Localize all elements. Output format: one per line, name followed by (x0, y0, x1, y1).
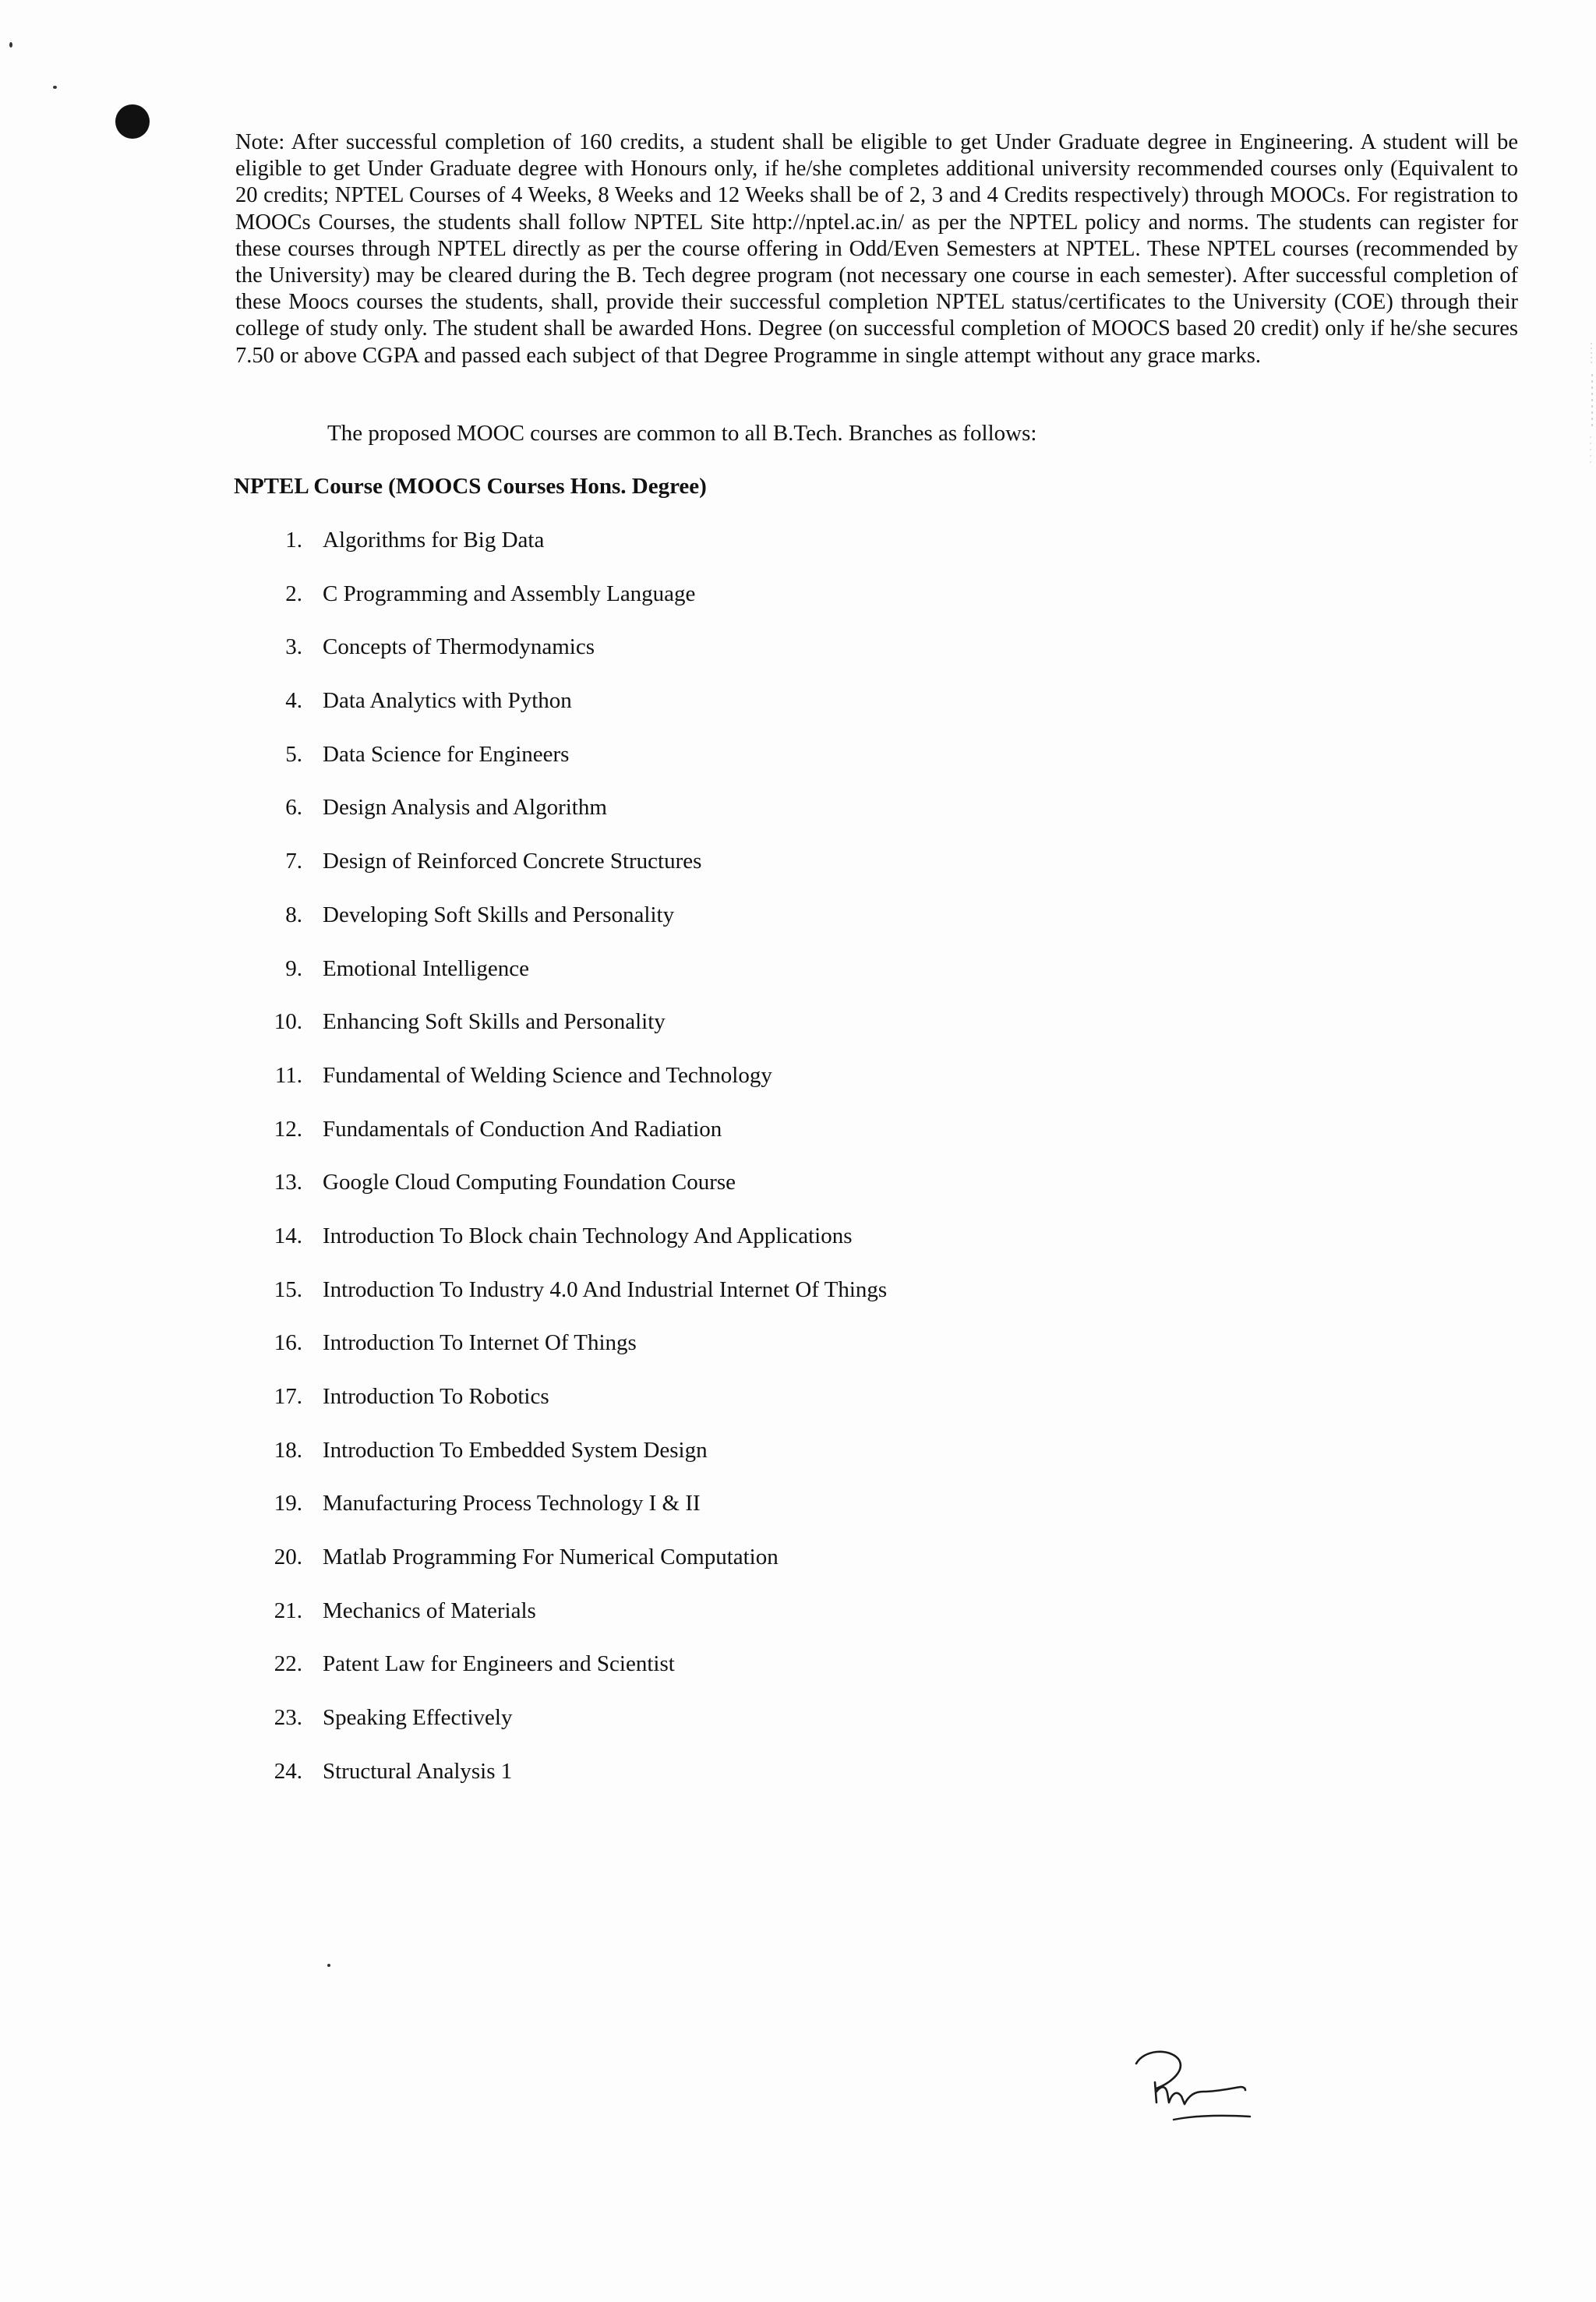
course-name: Introduction To Robotics (323, 1384, 549, 1409)
course-name: Design of Reinforced Concrete Structures (323, 849, 702, 874)
course-list-item (234, 521, 1169, 574)
course-number: 5. (285, 741, 302, 767)
course-number: 17. (274, 1384, 302, 1409)
course-list-item (234, 1323, 1169, 1377)
course-list (234, 521, 1169, 1806)
course-name: Introduction To Block chain Technology And Applications (323, 1223, 853, 1248)
scan-speck (53, 86, 57, 89)
course-number: 9. (285, 955, 302, 981)
punch-hole-mark (115, 104, 150, 139)
course-list-item (234, 842, 1169, 895)
course-name: Algorithms for Big Data (323, 528, 545, 553)
course-name: Google Cloud Computing Foundation Course (323, 1170, 736, 1195)
course-name: Enhancing Soft Skills and Personality (323, 1009, 666, 1035)
course-number: 7. (285, 849, 302, 874)
course-list-item (234, 574, 1169, 628)
scan-speck (9, 42, 12, 48)
course-number: 14. (274, 1223, 302, 1248)
course-name: Emotional Intelligence (323, 955, 529, 981)
course-name: Speaking Effectively (323, 1705, 513, 1731)
course-number: 3. (285, 634, 302, 660)
course-number: 18. (274, 1437, 302, 1463)
course-number: 24. (274, 1758, 302, 1784)
note-paragraph: Note: After successful completion of 160 credits, a student shall be eligible to get Under Graduate degree in Engineering. A student will be eligible to get Under Graduate degree with Honours only, if he/she completes additional university recommended courses only (Equivalent to 20 credits; NPTEL Courses of 4 Weeks, 8 Weeks and 12 Weeks shall be of 2, 3 and 4 Credits respectively) through MOOCs. For registration to MOOCs Courses, the students shall follow NPTEL Site http://nptel.ac.in/ as per the NPTEL policy and norms. The students can register for these courses through NPTEL directly as per the course offering in Odd/Even Semesters at NPTEL. These NPTEL courses (recommended by the University) may be cleared during the B. Tech degree program (not necessary one course in each semester). After successful completion of these Moocs courses the students, shall, provide their successful completion NPTEL status/certificates to the University (COE) through their college of study only. The student shall be awarded Hons. Degree (on successful completion of MOOCS based 20 credit) only if he/she secures 7.50 or above CGPA and passed each subject of that Degree Programme in single attempt without any grace marks. (235, 130, 1518, 368)
course-name: Fundamental of Welding Science and Technology (323, 1062, 772, 1088)
course-name: Introduction To Embedded System Design (323, 1437, 708, 1463)
course-number: 2. (285, 581, 302, 606)
course-list-item (234, 1484, 1169, 1538)
section-heading: NPTEL Course (MOOCS Courses Hons. Degree) (234, 474, 707, 499)
course-number: 8. (285, 902, 302, 927)
course-number: 19. (274, 1491, 302, 1516)
course-name: Matlab Programming For Numerical Computation (323, 1545, 779, 1570)
course-list-item (234, 1002, 1169, 1056)
course-number: 21. (274, 1598, 302, 1623)
course-number: 6. (285, 795, 302, 821)
course-list-item (234, 1538, 1169, 1591)
course-number: 22. (274, 1651, 302, 1677)
course-number: 11. (274, 1062, 302, 1088)
course-name: Structural Analysis 1 (323, 1758, 513, 1784)
course-list-item (234, 1377, 1169, 1431)
course-list-item (234, 1056, 1169, 1110)
course-list-item (234, 1163, 1169, 1216)
course-list-item (234, 1644, 1169, 1698)
course-number: 10. (274, 1009, 302, 1035)
course-number: 16. (274, 1330, 302, 1356)
course-name: Manufacturing Process Technology I & II (323, 1491, 701, 1516)
course-list-item (234, 1698, 1169, 1752)
handwritten-signature (1122, 2026, 1270, 2151)
course-list-item (234, 949, 1169, 1003)
intro-line: The proposed MOOC courses are common to all B.Tech. Branches as follows: (327, 421, 1037, 446)
course-name: Patent Law for Engineers and Scientist (323, 1651, 675, 1677)
course-name: C Programming and Assembly Language (323, 581, 696, 606)
course-list-item (234, 1752, 1169, 1806)
course-name: Developing Soft Skills and Personality (323, 902, 675, 927)
course-list-item (234, 627, 1169, 681)
scan-edge-marks (1588, 343, 1594, 468)
course-number: 12. (274, 1116, 302, 1142)
course-list-item (234, 1591, 1169, 1645)
course-list-item (234, 735, 1169, 789)
course-number: 23. (274, 1705, 302, 1731)
course-list-item (234, 1216, 1169, 1270)
course-name: Introduction To Industry 4.0 And Industrial Internet Of Things (323, 1276, 888, 1302)
course-number: 15. (274, 1276, 302, 1302)
course-number: 4. (285, 688, 302, 714)
course-number: 1. (285, 528, 302, 553)
course-list-item (234, 681, 1169, 735)
course-name: Fundamentals of Conduction And Radiation (323, 1116, 722, 1142)
course-name: Introduction To Internet Of Things (323, 1330, 637, 1356)
course-number: 13. (274, 1170, 302, 1195)
course-name: Design Analysis and Algorithm (323, 795, 607, 821)
course-list-item (234, 895, 1169, 949)
course-name: Mechanics of Materials (323, 1598, 536, 1623)
course-name: Data Analytics with Python (323, 688, 572, 714)
course-list-item (234, 1431, 1169, 1485)
course-name: Data Science for Engineers (323, 741, 570, 767)
course-list-item (234, 788, 1169, 842)
course-list-item (234, 1110, 1169, 1163)
course-number: 20. (274, 1545, 302, 1570)
course-name: Concepts of Thermodynamics (323, 634, 595, 660)
scan-speck (327, 1964, 330, 1967)
course-list-item (234, 1270, 1169, 1324)
